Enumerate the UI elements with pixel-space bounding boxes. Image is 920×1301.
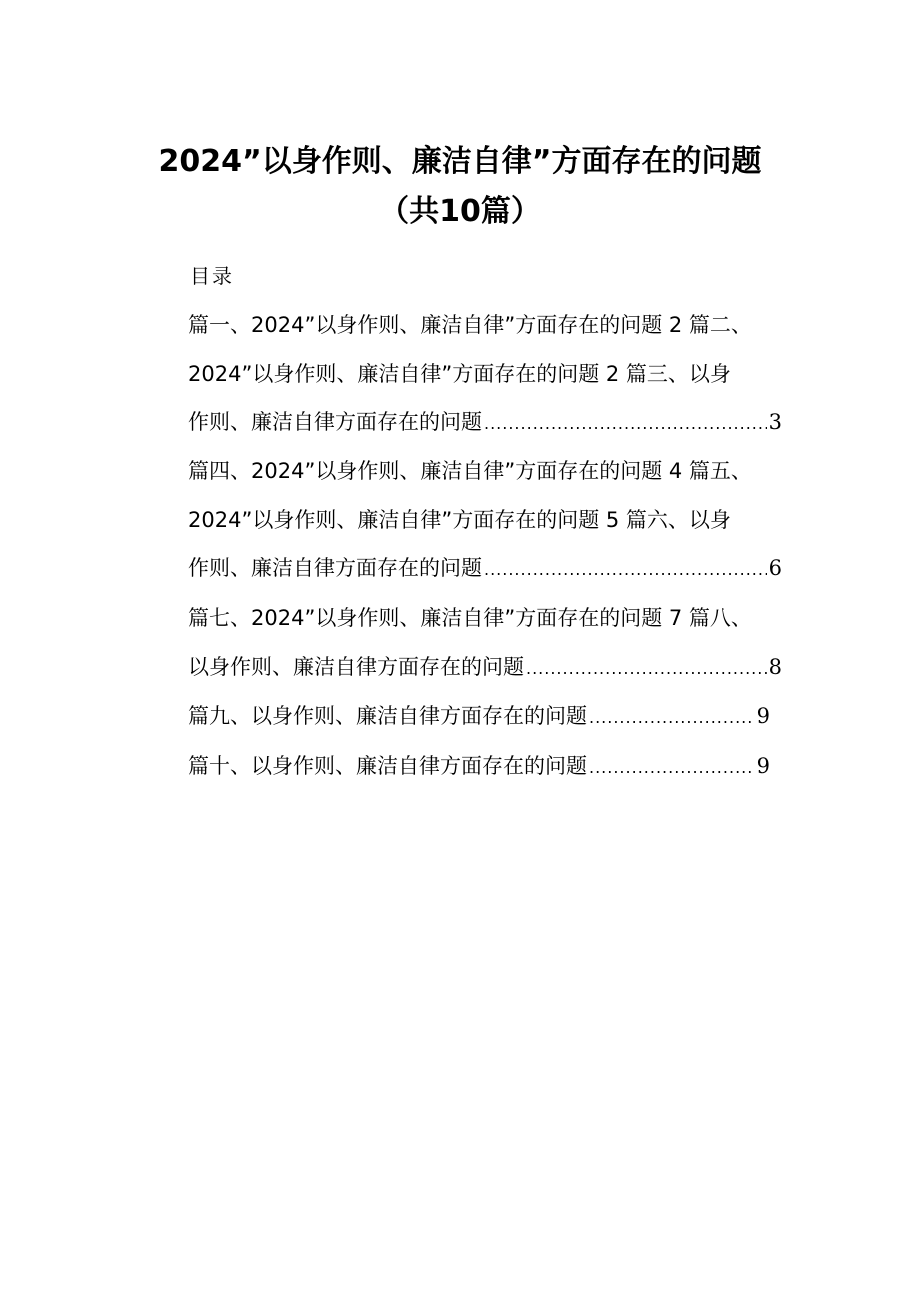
toc-page-number: 6	[768, 556, 782, 580]
toc-line-text: 篇九、以身作则、廉洁自律方面存在的问题	[188, 704, 587, 728]
toc-line-text: 作则、廉洁自律方面存在的问题	[188, 410, 482, 434]
toc-line-text: 篇七、2024”以身作则、廉洁自律”方面存在的问题 7 篇八、	[188, 606, 752, 630]
toc-line-text: 2024”以身作则、廉洁自律”方面存在的问题 5 篇六、以身	[188, 508, 731, 532]
toc-line-text: 篇一、2024”以身作则、廉洁自律”方面存在的问题 2 篇二、	[188, 313, 752, 337]
toc-line-text: 篇四、2024”以身作则、廉洁自律”方面存在的问题 4 篇五、	[188, 459, 752, 483]
toc-page-number: 9	[756, 704, 770, 728]
toc-line	[188, 455, 782, 487]
toc-page-number: 8	[768, 655, 782, 679]
toc-entry[interactable]	[188, 750, 770, 784]
toc-leader-dots	[484, 554, 767, 586]
toc-page-number: 3	[768, 410, 782, 434]
toc-leader-dots	[484, 408, 767, 440]
toc-page-number: 9	[756, 754, 770, 778]
toc-line-text: 篇十、以身作则、廉洁自律方面存在的问题	[188, 754, 587, 778]
toc-line	[188, 358, 782, 390]
toc-leader-dots	[589, 702, 755, 734]
toc-line	[188, 309, 782, 341]
toc-leader-dots	[526, 653, 767, 685]
toc-line	[188, 504, 782, 536]
toc-entry[interactable]	[188, 700, 770, 734]
toc-entry[interactable]	[188, 552, 782, 586]
document-title: 2024”以身作则、廉洁自律”方面存在的问题	[158, 144, 762, 179]
toc-line	[188, 602, 782, 634]
toc-leader-dots	[589, 752, 755, 784]
toc-line-text: 2024”以身作则、廉洁自律”方面存在的问题 2 篇三、以身	[188, 362, 731, 386]
toc-heading: 目录	[190, 264, 234, 288]
toc-entry[interactable]	[188, 651, 782, 685]
toc-entry[interactable]	[188, 406, 782, 440]
toc-line-text: 以身作则、廉洁自律方面存在的问题	[188, 655, 524, 679]
toc-line-text: 作则、廉洁自律方面存在的问题	[188, 556, 482, 580]
document-subtitle: （共10篇）	[379, 194, 541, 229]
